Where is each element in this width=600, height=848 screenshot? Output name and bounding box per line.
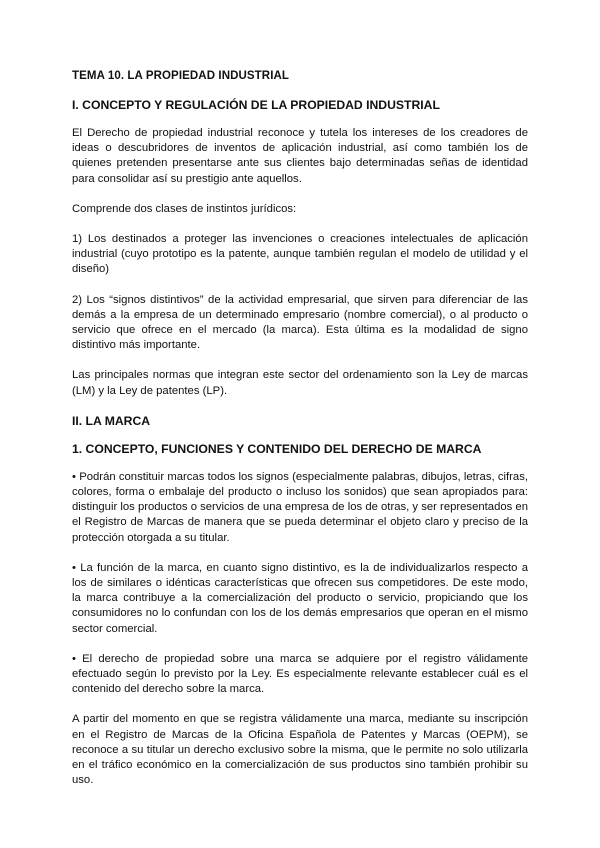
- paragraph: • El derecho de propiedad sobre una marca se adquiere por el registro válidamente efectuado según lo previsto por la Ley. Es especialmente relevante establecer cuál es el contenido del derecho sobre la marca.: [72, 652, 528, 696]
- section-heading-concepto: I. CONCEPTO Y REGULACIÓN DE LA PROPIEDAD INDUSTRIAL: [72, 98, 440, 112]
- paragraph: El Derecho de propiedad industrial reconoce y tutela los intereses de los creadores de ideas o descubridores de inventos de aplicación industrial, así como también los de quienes pretenden presentarse ante sus clientes bajo determinadas señas de identidad para consolidar así su prestigio ante aquellos.: [72, 127, 528, 185]
- section-heading-marca: II. LA MARCA: [72, 413, 151, 428]
- paragraph: Las principales normas que integran este sector del ordenamiento son la Ley de marcas (LM) y la Ley de patentes (LP).: [72, 369, 528, 397]
- subsection-heading: 1. CONCEPTO, FUNCIONES Y CONTENIDO DEL DERECHO DE MARCA: [72, 441, 482, 456]
- paragraph: 1) Los destinados a proteger las invenciones o creaciones intelectuales de aplicación industrial (cuyo prototipo es la patente, aunque también regulan el modelo de utilidad y el diseño): [72, 233, 528, 276]
- paragraph: • La función de la marca, en cuanto signo distintivo, es la de individualizarlos respecto a los de similares o idénticas características que ofrecen sus competidores. De este modo, la marca contribuye a la comercialización del producto o servicio, propiciando que los consumidores no lo confundan con los de los demás empresarios que operan en el mismo sector comercial.: [72, 561, 528, 635]
- paragraph: 2) Los “signos distintivos” de la actividad empresarial, que sirven para diferenciar de las demás a la empresa de un determinado empresario (nombre comercial), o al producto o servicio que ofrece en el mercado (la marca). Esta última es la modalidad de signo distintivo más importante.: [72, 293, 528, 352]
- paragraph: A partir del momento en que se registra válidamente una marca, mediante su inscripción en el Registro de Marcas de la Oficina Española de Patentes y Marcas (OEPM), se reconoce a su titular un derecho exclusivo sobre la misma, que le permite no solo utilizarla en el tráfico económico en la comercialización de sus productos sino también prohibir su uso.: [72, 713, 528, 787]
- paragraph: • Podrán constituir marcas todos los signos (especialmente palabras, dibujos, letras, cifras, colores, forma o embalaje del producto o incluso los sonidos) que sean apropiados para: distinguir los productos o servicios de una empresa de los de otras, y ser representados en el Registro de Marcas de manera que se pueda determinar el objeto claro y preciso de la protección otorgada a su titular.: [72, 470, 528, 544]
- paragraph: Comprende dos clases de instintos jurídicos:: [72, 202, 297, 215]
- document-title: TEMA 10. LA PROPIEDAD INDUSTRIAL: [72, 70, 290, 82]
